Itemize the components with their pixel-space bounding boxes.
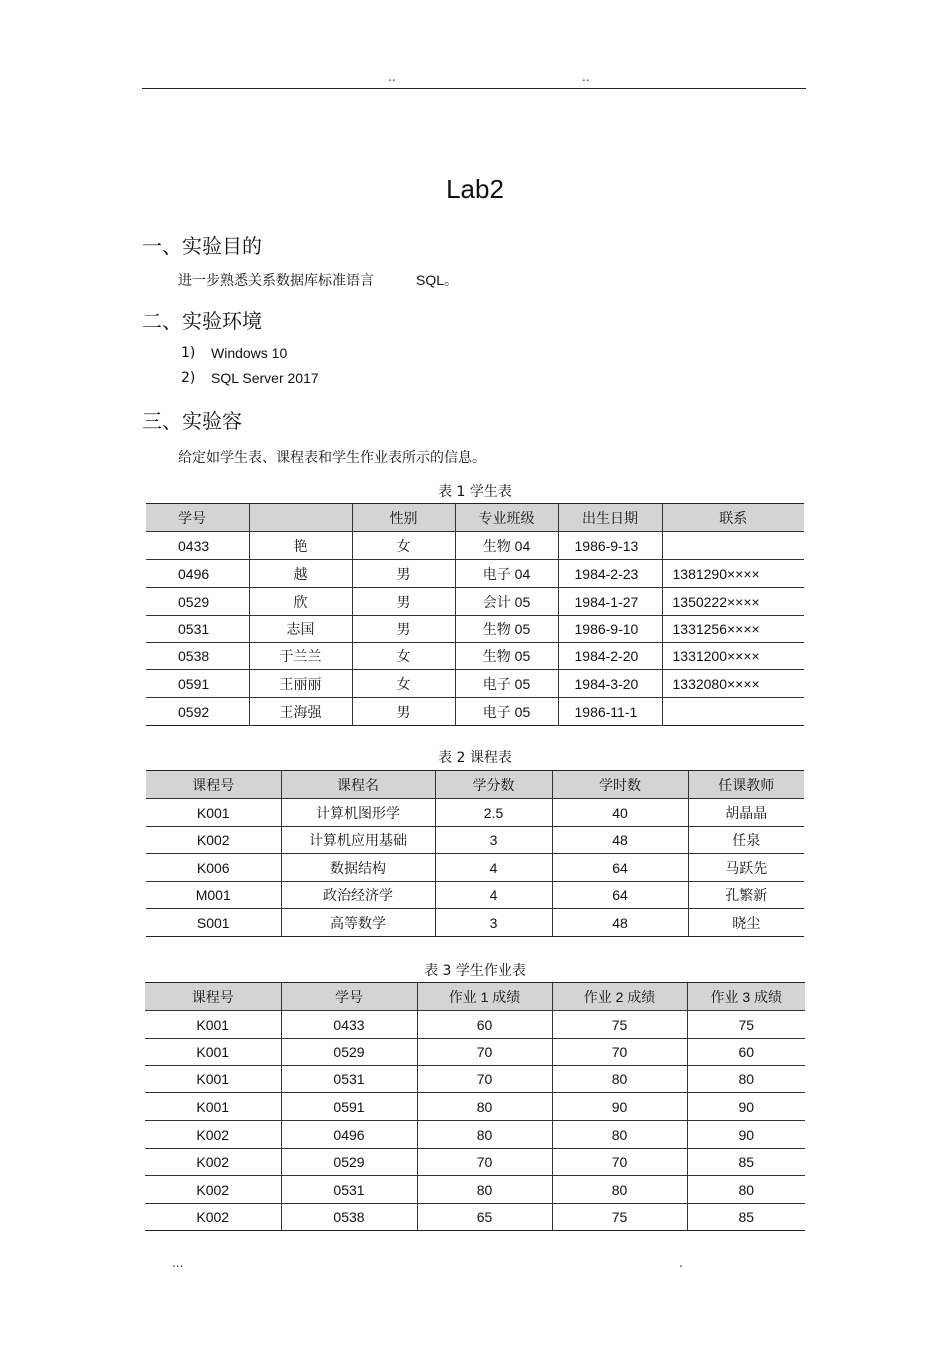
table-row: [146, 616, 804, 643]
table3-header-cell: 作业 3 成绩: [687, 983, 805, 1011]
table3-header-cell: 作业 1 成绩: [417, 983, 552, 1011]
header-rule: [142, 88, 806, 89]
table3-caption: 表 3 学生作业表: [424, 963, 526, 979]
table-cell: 1331256××××: [662, 616, 804, 643]
table-cell: 电子 04: [455, 560, 558, 588]
table-cell: 85: [687, 1204, 805, 1231]
table-cell: 85: [687, 1149, 805, 1176]
table-cell: 政治经济学: [281, 882, 435, 909]
env-item-number: 1): [181, 345, 196, 361]
table-cell: 64: [552, 854, 688, 882]
table-cell: 80: [417, 1121, 552, 1149]
table1-header-cell: [249, 504, 352, 532]
table-cell: 男: [352, 616, 455, 643]
table-cell: 女: [352, 532, 455, 560]
table-cell: 1986-11-1: [558, 698, 662, 726]
table3-header-cell: 作业 2 成绩: [552, 983, 687, 1011]
table-cell: 计算机图形学: [281, 799, 435, 827]
purpose-text: 进一步熟悉关系数据库标准语言: [178, 273, 374, 289]
table-cell: 男: [352, 588, 455, 616]
table-cell: 胡晶晶: [688, 799, 804, 827]
table-cell: K001: [145, 1066, 281, 1093]
table-cell: K001: [145, 1093, 281, 1121]
header-dots-left: ..: [388, 70, 396, 84]
table-cell: 80: [417, 1176, 552, 1204]
table-cell: M001: [146, 882, 281, 909]
env-item-number: 2): [181, 370, 196, 386]
table-row: [145, 1066, 805, 1093]
table-cell: 65: [417, 1204, 552, 1231]
table-cell: 1986-9-13: [558, 532, 662, 560]
table-cell: K002: [145, 1176, 281, 1204]
table-cell: 欣: [249, 588, 352, 616]
section-heading-content: 三、实验容: [142, 409, 242, 433]
table-cell: 于兰兰: [249, 643, 352, 670]
table-cell: K001: [145, 1039, 281, 1066]
table-cell: 艳: [249, 532, 352, 560]
table-cell: 0591: [281, 1093, 417, 1121]
table-cell: 80: [417, 1093, 552, 1121]
footer-dots-left: ...: [172, 1256, 184, 1270]
table1-header-cell: 专业班级: [455, 504, 558, 532]
content-intro: 给定如学生表、课程表和学生作业表所示的信息。: [178, 450, 486, 466]
table-cell: 75: [552, 1204, 687, 1231]
table-cell: 志国: [249, 616, 352, 643]
table1-caption: 表 1 学生表: [438, 484, 512, 500]
table-cell: 1381290××××: [662, 560, 804, 588]
table-cell: 马跃先: [688, 854, 804, 882]
table-cell: 80: [552, 1121, 687, 1149]
table-cell: 0529: [281, 1039, 417, 1066]
purpose-sql: SQL。: [416, 272, 459, 288]
table-cell: 0496: [281, 1121, 417, 1149]
homework-table: [145, 982, 805, 1231]
table-row: [146, 532, 804, 560]
footer-dot-right: .: [679, 1256, 683, 1270]
table-cell: 90: [552, 1093, 687, 1121]
table-cell: K002: [145, 1204, 281, 1231]
table-cell: 生物 05: [455, 643, 558, 670]
table1-header-cell: 学号: [146, 504, 249, 532]
table-cell: 90: [687, 1121, 805, 1149]
table-cell: 1332080××××: [662, 670, 804, 698]
table-row: [146, 670, 804, 698]
table-cell: 40: [552, 799, 688, 827]
table2-header-cell: 课程号: [146, 771, 281, 799]
table-cell: 70: [417, 1039, 552, 1066]
table-cell: 晓尘: [688, 909, 804, 937]
table-row: [146, 698, 804, 726]
table-row: [146, 854, 804, 882]
table-cell: K006: [146, 854, 281, 882]
table-cell: 75: [687, 1011, 805, 1039]
table1-header-cell: 联系: [662, 504, 804, 532]
table2-header-cell: 课程名: [281, 771, 435, 799]
table-cell: 4: [435, 854, 552, 882]
table-row: [146, 643, 804, 670]
table-row: [145, 1093, 805, 1121]
table1-header-cell: 性别: [352, 504, 455, 532]
table-cell: 80: [687, 1066, 805, 1093]
table-row: [146, 799, 804, 827]
table2-caption: 表 2 课程表: [438, 750, 512, 766]
table-cell: 任泉: [688, 827, 804, 854]
table-cell: 0592: [146, 698, 249, 726]
table-cell: 3: [435, 827, 552, 854]
table-cell: K002: [145, 1121, 281, 1149]
table-cell: 4: [435, 882, 552, 909]
table-row: [145, 1011, 805, 1039]
table-cell: 1984-3-20: [558, 670, 662, 698]
table-cell: 0538: [146, 643, 249, 670]
table-cell: 48: [552, 827, 688, 854]
table-row: [146, 827, 804, 854]
table2-header-cell: 学分数: [435, 771, 552, 799]
env-item-text: Windows 10: [211, 345, 288, 361]
table2-header-cell: 任课教师: [688, 771, 804, 799]
table-cell: 80: [687, 1176, 805, 1204]
table-cell: 女: [352, 670, 455, 698]
table-cell: 64: [552, 882, 688, 909]
table-cell: 王丽丽: [249, 670, 352, 698]
table-cell: 0496: [146, 560, 249, 588]
table-row: [146, 560, 804, 588]
table-cell: 会计 05: [455, 588, 558, 616]
section-heading-purpose: 一、实验目的: [142, 234, 262, 258]
table-cell: 0531: [281, 1066, 417, 1093]
table-cell: [662, 698, 804, 726]
table-cell: [662, 532, 804, 560]
table-cell: 1331200××××: [662, 643, 804, 670]
table-cell: S001: [146, 909, 281, 937]
table-cell: 1984-2-23: [558, 560, 662, 588]
header-dots-right: ..: [582, 70, 590, 84]
table-row: [146, 588, 804, 616]
table-cell: 数据结构: [281, 854, 435, 882]
table-cell: 男: [352, 698, 455, 726]
table-row: [145, 1149, 805, 1176]
table-cell: 70: [417, 1149, 552, 1176]
table-cell: 0531: [281, 1176, 417, 1204]
table-row: [145, 1176, 805, 1204]
table-cell: 1984-1-27: [558, 588, 662, 616]
table-cell: 70: [552, 1039, 687, 1066]
table-cell: 60: [687, 1039, 805, 1066]
table2-header-cell: 学时数: [552, 771, 688, 799]
table-cell: K002: [146, 827, 281, 854]
table-cell: 高等数学: [281, 909, 435, 937]
table-cell: 0529: [281, 1149, 417, 1176]
table-cell: 0529: [146, 588, 249, 616]
table-cell: 0433: [281, 1011, 417, 1039]
table-cell: 1350222××××: [662, 588, 804, 616]
table-cell: 2.5: [435, 799, 552, 827]
table-cell: 王海强: [249, 698, 352, 726]
table-cell: 80: [552, 1066, 687, 1093]
document-title: Lab2: [446, 174, 504, 204]
table-row: [145, 1204, 805, 1231]
table-cell: 电子 05: [455, 698, 558, 726]
table-row: [145, 1039, 805, 1066]
table-cell: 70: [417, 1066, 552, 1093]
course-table: [146, 770, 804, 937]
env-item-text: SQL Server 2017: [211, 370, 319, 386]
table-cell: 女: [352, 643, 455, 670]
table-cell: 男: [352, 560, 455, 588]
table-cell: 电子 05: [455, 670, 558, 698]
table1-header-cell: 出生日期: [558, 504, 662, 532]
table-cell: 1984-2-20: [558, 643, 662, 670]
table-cell: 0591: [146, 670, 249, 698]
table-cell: 70: [552, 1149, 687, 1176]
table-cell: 孔繁新: [688, 882, 804, 909]
table-cell: K001: [146, 799, 281, 827]
table-cell: 1986-9-10: [558, 616, 662, 643]
table-cell: 0538: [281, 1204, 417, 1231]
table3-header-cell: 课程号: [145, 983, 281, 1011]
table3-header-cell: 学号: [281, 983, 417, 1011]
table-cell: K001: [145, 1011, 281, 1039]
table-cell: 60: [417, 1011, 552, 1039]
table-cell: 75: [552, 1011, 687, 1039]
table-row: [146, 909, 804, 937]
table-cell: 80: [552, 1176, 687, 1204]
table-cell: 生物 05: [455, 616, 558, 643]
table-cell: 90: [687, 1093, 805, 1121]
student-table: [146, 503, 804, 726]
table-cell: 0433: [146, 532, 249, 560]
table-row: [145, 1121, 805, 1149]
table-cell: 计算机应用基础: [281, 827, 435, 854]
table-cell: 48: [552, 909, 688, 937]
table-cell: K002: [145, 1149, 281, 1176]
table-cell: 越: [249, 560, 352, 588]
table-cell: 0531: [146, 616, 249, 643]
table-cell: 生物 04: [455, 532, 558, 560]
table-cell: 3: [435, 909, 552, 937]
table-row: [146, 882, 804, 909]
section-heading-environment: 二、实验环境: [142, 309, 262, 333]
